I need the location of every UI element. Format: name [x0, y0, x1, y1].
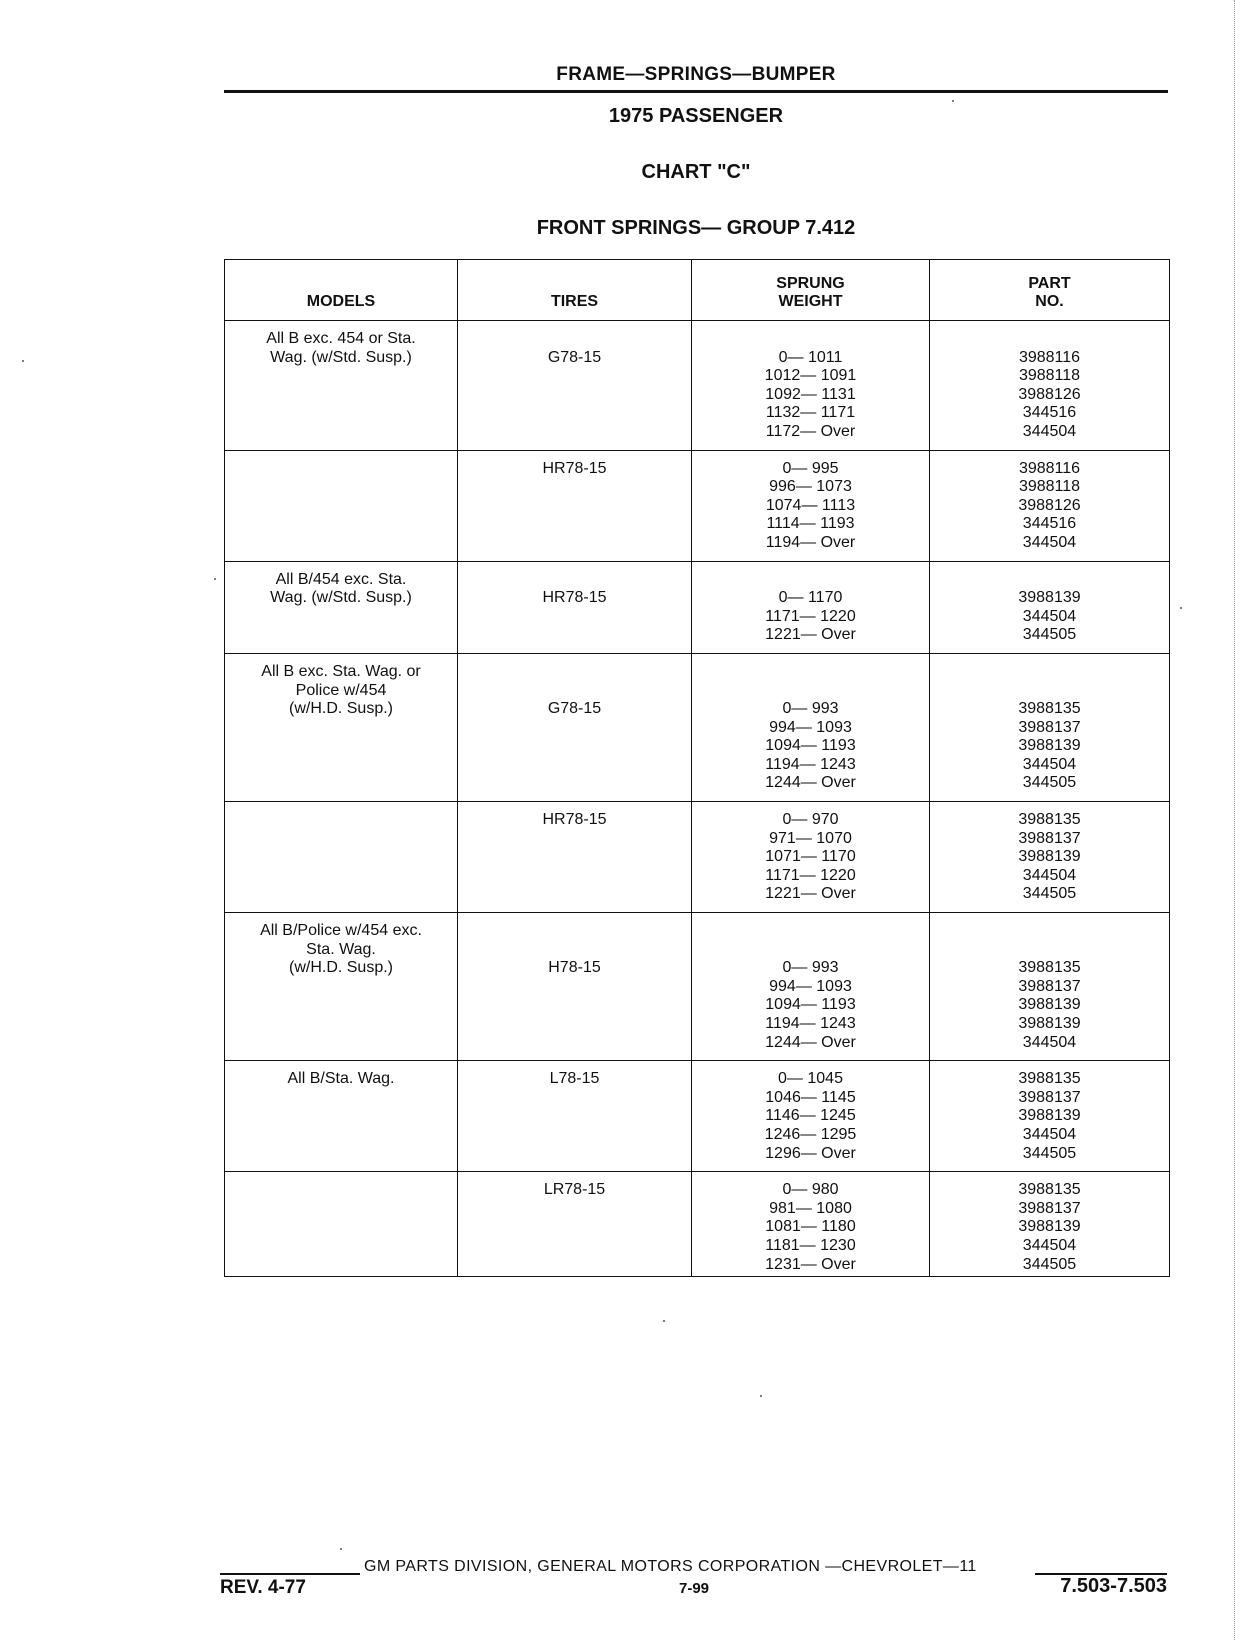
- models-cell: [225, 450, 458, 561]
- model-line: Wag. (w/Std. Susp.): [270, 589, 412, 607]
- sprung-weight-range: 1221— Over: [765, 885, 856, 903]
- tire-size: G78-15: [547, 700, 602, 718]
- part-number: 3988118: [1018, 478, 1081, 496]
- sprung-weight-range: 996— 1073: [769, 478, 852, 496]
- tires-cell: [458, 1061, 692, 1172]
- table-row: [225, 802, 1170, 913]
- tires-cell: [458, 321, 692, 451]
- part-number: 344505: [1022, 1255, 1077, 1273]
- part-number: 3988116: [1018, 348, 1081, 366]
- tires-cell: [458, 1172, 692, 1277]
- line-spacer: [458, 571, 691, 590]
- column-header-sprung-weight: [692, 260, 930, 321]
- model-line: All B/Police w/454 exc.: [260, 922, 422, 940]
- part-number: 344504: [1022, 755, 1077, 773]
- footer-revision: REV. 4-77: [220, 1577, 306, 1598]
- part-number-cell: [930, 1061, 1170, 1172]
- part-number: 344504: [1022, 607, 1077, 625]
- part-number-cell: [930, 321, 1170, 451]
- part-number: 3988139: [1018, 1107, 1081, 1125]
- tire-size: HR78-15: [542, 589, 607, 607]
- model-line: Police w/454: [295, 681, 387, 699]
- sprung-weight-range: 1171— 1220: [765, 607, 856, 625]
- scan-speck: [663, 1320, 665, 1322]
- part-number: 3988137: [1018, 1088, 1081, 1106]
- line-spacer: [930, 922, 1169, 941]
- line-spacer: [458, 330, 691, 349]
- sprung-weight-cell: [692, 321, 930, 451]
- section-title: FRAME—SPRINGS—BUMPER: [556, 64, 836, 85]
- model-line: All B exc. Sta. Wag. or: [261, 662, 421, 680]
- scan-speck: [22, 360, 24, 362]
- title-rule: [224, 90, 1168, 93]
- line-spacer: [692, 682, 929, 701]
- table-row: [225, 913, 1170, 1061]
- scan-speck: [760, 1395, 762, 1397]
- table-row: [225, 321, 1170, 451]
- part-number-cell: [930, 913, 1170, 1061]
- group-title: FRONT SPRINGS— GROUP 7.412: [536, 217, 856, 239]
- part-number: 3988116: [1018, 459, 1081, 477]
- part-number-cell: [930, 802, 1170, 913]
- line-spacer: [692, 571, 929, 590]
- sprung-weight-cell: [692, 913, 930, 1061]
- line-spacer: [692, 941, 929, 960]
- part-number: 344505: [1022, 774, 1077, 792]
- sprung-weight-cell: [692, 1061, 930, 1172]
- models-cell: [225, 1061, 458, 1172]
- sprung-weight-range: 1171— 1220: [765, 866, 856, 884]
- part-number: 3988137: [1018, 977, 1081, 995]
- part-number-cell: [930, 653, 1170, 801]
- sprung-weight-range: 1194— 1243: [765, 755, 856, 773]
- models-cell: [225, 561, 458, 653]
- line-spacer: [458, 941, 691, 960]
- sprung-weight-range: 0— 1170: [778, 589, 843, 607]
- line-spacer: [930, 663, 1169, 682]
- part-number: 344504: [1022, 533, 1077, 551]
- part-number: 344505: [1022, 626, 1077, 644]
- column-header-part-no-line1: PART: [1028, 275, 1071, 292]
- sprung-weight-range: 1114— 1193: [766, 515, 855, 533]
- part-number: 3988126: [1018, 496, 1081, 514]
- column-header-models: [225, 260, 458, 321]
- part-number: 344504: [1022, 1033, 1077, 1051]
- sprung-weight-range: 1012— 1091: [764, 367, 857, 385]
- model-year-title: 1975 PASSENGER: [608, 105, 784, 127]
- part-number: 3988135: [1018, 811, 1081, 829]
- footer-page-number: 7-99: [678, 1580, 710, 1597]
- table-header: [225, 260, 1170, 321]
- sprung-weight-range: 1074— 1113: [765, 496, 856, 514]
- part-number: 344516: [1022, 515, 1077, 533]
- part-number: 3988139: [1018, 848, 1081, 866]
- sprung-weight-range: 0— 1011: [778, 348, 843, 366]
- sprung-weight-range: 0— 993: [782, 959, 839, 977]
- part-number: 3988118: [1018, 367, 1081, 385]
- model-line: (w/H.D. Susp.): [288, 959, 393, 977]
- part-number: 3988135: [1018, 700, 1081, 718]
- tire-size: HR78-15: [542, 811, 607, 829]
- chart-label: CHART "C": [641, 161, 751, 183]
- column-header-models-label: MODELS: [306, 293, 376, 310]
- column-header-sprung-weight-line2: WEIGHT: [778, 293, 843, 310]
- sprung-weight-range: 1081— 1180: [765, 1218, 856, 1236]
- part-number: 3988139: [1018, 589, 1081, 607]
- sprung-weight-cell: [692, 653, 930, 801]
- sprung-weight-range: 1194— 1243: [765, 1015, 856, 1032]
- line-spacer: [692, 922, 929, 941]
- column-header-part-no: [930, 260, 1170, 321]
- sprung-weight-range: 1231— Over: [765, 1255, 856, 1273]
- tire-size: LR78-15: [543, 1181, 606, 1199]
- sprung-weight-range: 1094— 1193: [765, 996, 856, 1014]
- tire-size: G78-15: [547, 348, 602, 366]
- line-spacer: [458, 682, 691, 701]
- models-cell: [225, 653, 458, 801]
- scan-speck: [952, 100, 954, 102]
- model-line: All B/454 exc. Sta.: [275, 570, 407, 588]
- footer-rule-left: [220, 1573, 360, 1575]
- part-number: 344504: [1022, 1236, 1077, 1254]
- column-header-tires-label: TIRES: [550, 293, 599, 310]
- sprung-weight-range: 0— 993: [782, 700, 839, 718]
- sprung-weight-range: 994— 1093: [769, 977, 852, 995]
- sprung-weight-range: 1092— 1131: [765, 385, 856, 403]
- model-line: Sta. Wag.: [306, 940, 376, 958]
- tire-size: L78-15: [549, 1070, 600, 1088]
- table-row: [225, 1061, 1170, 1172]
- column-header-tires: [458, 260, 692, 321]
- sprung-weight-range: 994— 1093: [769, 718, 852, 736]
- tire-size: H78-15: [548, 959, 601, 977]
- part-number: 3988135: [1018, 1070, 1081, 1088]
- tires-cell: [458, 802, 692, 913]
- column-header-sprung-weight-line1: SPRUNG: [776, 275, 845, 292]
- models-cell: [225, 913, 458, 1061]
- column-header-part-no-line2: NO.: [1035, 293, 1064, 310]
- line-spacer: [692, 663, 929, 682]
- sprung-weight-range: 1046— 1145: [765, 1088, 856, 1106]
- table-row: [225, 561, 1170, 653]
- sprung-weight-cell: [692, 1172, 930, 1277]
- part-number: 3988135: [1018, 959, 1081, 977]
- sprung-weight-range: 1296— Over: [765, 1144, 856, 1162]
- line-spacer: [458, 663, 691, 682]
- sprung-weight-range: 0— 995: [782, 459, 839, 477]
- footer-section-number: 7.503-7.503: [1060, 1575, 1167, 1597]
- part-number: 3988137: [1018, 1199, 1081, 1217]
- sprung-weight-range: 981— 1080: [769, 1199, 852, 1217]
- sprung-weight-range: 1132— 1171: [765, 404, 856, 422]
- line-spacer: [930, 941, 1169, 960]
- part-number: 3988137: [1018, 718, 1081, 736]
- tires-cell: [458, 653, 692, 801]
- footer-corporation: GM PARTS DIVISION, GENERAL MOTORS CORPORATION —CHEVROLET—11: [364, 1558, 977, 1575]
- sprung-weight-cell: [692, 561, 930, 653]
- part-number: 3988139: [1018, 737, 1081, 755]
- sprung-weight-range: 1172— Over: [765, 422, 856, 440]
- part-number: 3988139: [1018, 1218, 1081, 1236]
- line-spacer: [930, 330, 1169, 349]
- table-row: [225, 1172, 1170, 1277]
- part-number: 3988139: [1018, 1015, 1081, 1032]
- sprung-weight-range: 0— 980: [782, 1181, 839, 1199]
- tires-cell: [458, 450, 692, 561]
- model-line: Wag. (w/Std. Susp.): [270, 348, 412, 366]
- sprung-weight-cell: [692, 450, 930, 561]
- sprung-weight-range: 1244— Over: [765, 1033, 856, 1051]
- table-row: [225, 653, 1170, 801]
- part-number-cell: [930, 450, 1170, 561]
- sprung-weight-range: 971— 1070: [769, 829, 852, 847]
- sprung-weight-range: 1194— Over: [765, 533, 856, 551]
- scan-speck: [214, 578, 216, 580]
- line-spacer: [458, 922, 691, 941]
- tire-size: HR78-15: [542, 459, 607, 477]
- tires-cell: [458, 913, 692, 1061]
- part-number: 3988126: [1018, 385, 1081, 403]
- sprung-weight-range: 1094— 1193: [765, 737, 856, 755]
- part-number: 344504: [1022, 1125, 1077, 1143]
- model-line: (w/H.D. Susp.): [288, 700, 393, 718]
- model-line: All B/Sta. Wag.: [287, 1070, 395, 1088]
- table-body: [225, 321, 1170, 1277]
- models-cell: [225, 1172, 458, 1277]
- page-edge-shadow: [1222, 0, 1235, 1640]
- part-number: 344504: [1022, 422, 1077, 440]
- part-number-cell: [930, 561, 1170, 653]
- models-cell: [225, 321, 458, 451]
- part-number: 344505: [1022, 885, 1077, 903]
- sprung-weight-cell: [692, 802, 930, 913]
- sprung-weight-range: 1244— Over: [765, 774, 856, 792]
- sprung-weight-range: 1181— 1230: [765, 1236, 856, 1254]
- part-number: 344505: [1022, 1144, 1077, 1162]
- part-number-cell: [930, 1172, 1170, 1277]
- part-number: 3988137: [1018, 829, 1081, 847]
- sprung-weight-range: 1146— 1245: [765, 1107, 856, 1125]
- line-spacer: [930, 682, 1169, 701]
- scan-speck: [340, 1548, 342, 1550]
- sprung-weight-range: 1246— 1295: [764, 1125, 857, 1143]
- tires-cell: [458, 561, 692, 653]
- front-springs-table: [224, 259, 1170, 1277]
- sprung-weight-range: 0— 1045: [778, 1070, 843, 1088]
- sprung-weight-range: 1071— 1170: [765, 848, 856, 866]
- model-line: All B exc. 454 or Sta.: [266, 330, 416, 347]
- part-number: 344516: [1022, 404, 1077, 422]
- line-spacer: [692, 330, 929, 349]
- sprung-weight-range: 0— 970: [782, 811, 839, 829]
- part-number: 344504: [1022, 866, 1077, 884]
- line-spacer: [930, 571, 1169, 590]
- part-number: 3988135: [1018, 1181, 1081, 1199]
- table-row: [225, 450, 1170, 561]
- models-cell: [225, 802, 458, 913]
- part-number: 3988139: [1018, 996, 1081, 1014]
- scan-speck: [1180, 607, 1182, 609]
- sprung-weight-range: 1221— Over: [765, 626, 856, 644]
